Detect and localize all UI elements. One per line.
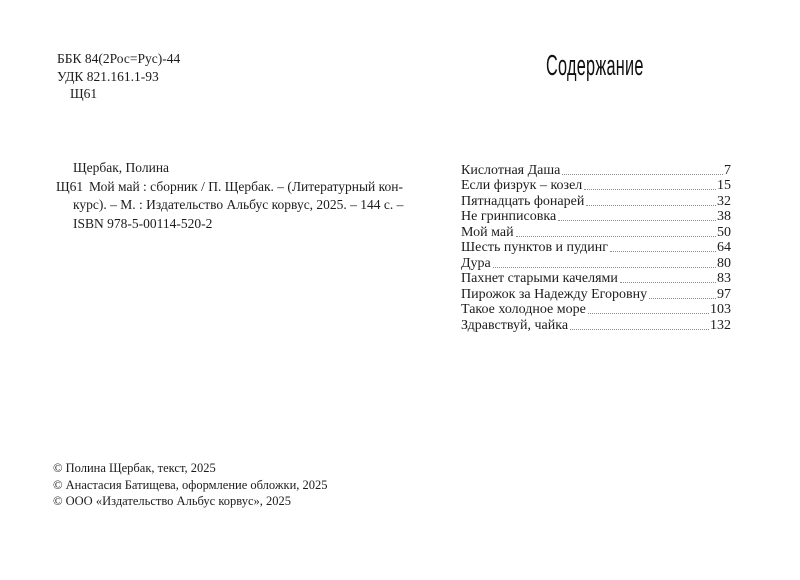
toc-entry-title: Шесть пунктов и пудинг <box>461 240 608 256</box>
toc-entry <box>461 271 731 287</box>
toc-entry-page: 38 <box>717 209 731 225</box>
copyright-text-line: © Полина Щербак, текст, 2025 <box>53 461 216 475</box>
toc-entry-page: 32 <box>717 193 731 209</box>
toc-entry-title: Мой май <box>461 224 514 240</box>
toc-entry-title: Такое холодное море <box>461 302 586 318</box>
toc-entry <box>461 209 731 225</box>
leader-dots <box>588 313 709 314</box>
toc-entry-page: 80 <box>717 255 731 271</box>
bbk-udk-block <box>57 50 180 103</box>
leader-dots <box>586 205 716 206</box>
toc-entry <box>461 317 731 333</box>
toc-entry-page: 15 <box>717 178 731 194</box>
toc-entry-page: 103 <box>710 302 731 318</box>
leader-dots <box>610 251 716 252</box>
copyright-publisher-line: © ООО «Издательство Альбус корвус», 2025 <box>53 494 292 508</box>
catalog-continuation: курс). – М. : Издательство Альбус корвус, 2025. – 144 с. – <box>73 197 404 212</box>
leader-dots <box>558 220 716 221</box>
toc-entry <box>461 224 731 240</box>
leader-dots <box>516 236 716 237</box>
leader-dots <box>584 189 716 190</box>
toc-entry-title: Дура <box>461 255 491 271</box>
toc-entry <box>461 240 731 256</box>
contents-heading <box>546 50 720 83</box>
toc-entry-page: 64 <box>717 240 731 256</box>
catalog-main-line <box>56 178 403 197</box>
toc-entry-title: Кислотная Даша <box>461 162 561 178</box>
copyright-cover-line: © Анастасия Батищева, оформление обложки, 2025 <box>53 477 328 492</box>
copyright-block <box>53 460 328 510</box>
author-sign-line: Щ61 <box>70 86 98 101</box>
toc-entry-page: 83 <box>717 271 731 287</box>
leader-dots <box>649 298 716 299</box>
catalog-author: Щербак, Полина <box>73 160 170 175</box>
table-of-contents <box>461 162 731 333</box>
toc-entry-page: 50 <box>717 224 731 240</box>
toc-entry-page: 97 <box>717 286 731 302</box>
toc-entry <box>461 286 731 302</box>
contents-heading-text: Содержание <box>546 50 644 82</box>
catalog-card <box>56 159 403 233</box>
leader-dots <box>493 267 716 268</box>
toc-entry-title: Пирожок за Надежду Егоровну <box>461 286 648 302</box>
udk-line: УДК 821.161.1-93 <box>57 68 159 84</box>
toc-entry-title: Если физрук – козел <box>461 178 583 194</box>
toc-entry <box>461 302 731 318</box>
toc-entry-title: Пятнадцать фонарей <box>461 193 585 209</box>
bbk-line: ББК 84(2Рос=Рус)-44 <box>57 51 181 66</box>
toc-entry <box>461 162 731 178</box>
toc-entry-page: 7 <box>724 162 731 178</box>
isbn-line: ISBN 978-5-00114-520-2 <box>73 215 213 231</box>
toc-entry-title: Пахнет старыми качелями <box>461 271 618 287</box>
leader-dots <box>562 174 723 175</box>
toc-entry-title: Не гринписовка <box>461 209 557 225</box>
toc-entry-page: 132 <box>710 318 731 334</box>
leader-dots <box>570 329 709 330</box>
catalog-code: Щ61 <box>56 178 84 194</box>
leader-dots <box>620 282 716 283</box>
catalog-description: Мой май : сборник / П. Щербак. – (Литературный кон- <box>89 178 403 194</box>
toc-entry <box>461 178 731 194</box>
toc-entry <box>461 255 731 271</box>
toc-entry-title: Здравствуй, чайка <box>461 318 569 334</box>
toc-entry <box>461 193 731 209</box>
